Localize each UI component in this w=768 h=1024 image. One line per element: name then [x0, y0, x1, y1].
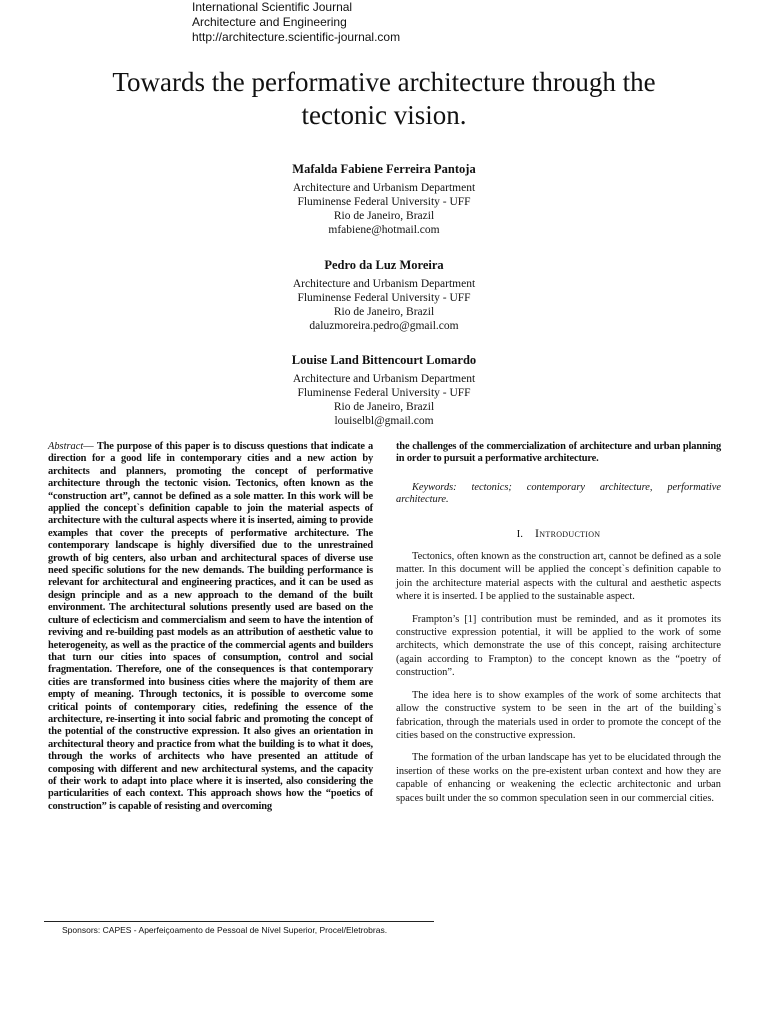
- abstract-dash: —: [83, 441, 97, 452]
- author-department: Architecture and Urbanism Department: [292, 182, 476, 194]
- paper-title: [40, 66, 728, 132]
- author-university: Fluminense Federal University - UFF: [297, 196, 471, 208]
- author-university: Fluminense Federal University - UFF: [297, 387, 471, 399]
- section-title: Introduction: [535, 525, 601, 540]
- footnote: Sponsors: CAPES - Aperfeiçoamento de Pessoal de Nível Superior, Procel/Eletrobras.: [62, 925, 388, 935]
- keywords: Keywords: tectonics; contemporary architecture, performative architecture.: [396, 481, 721, 506]
- section-number: I.: [516, 527, 524, 540]
- author-block-3: [134, 353, 634, 428]
- author-department: Architecture and Urbanism Department: [292, 278, 476, 290]
- intro-paragraph-1: Tectonics, often known as the construction art, cannot be defined as a sole matter. In this document will be applied the concept`s definition capable to join the architecture material aspects with the cultural and aesthetic aspects where it is inserted. I be applied to the sustainable aspect.: [396, 551, 721, 603]
- journal-header: [192, 0, 400, 45]
- author-email: daluzmoreira.pedro@gmail.com: [309, 320, 459, 332]
- author-name: Pedro da Luz Moreira: [324, 258, 444, 272]
- abstract-continuation: the challenges of the commercialization of architecture and urban planning in order to pursuit a performative architecture.: [396, 441, 721, 465]
- author-email: louiselbl@gmail.com: [334, 415, 434, 427]
- abstract-text: The purpose of this paper is to discuss questions that indicate a direction for a good life in contemporary cities and a new action by architects and planners, promoting the concept of performative architecture through the tectonic vision. Tectonics, often known as the “construction art”, cannot be defined as a sole matter. In this work will be applied the concept`s definition capable to join the material aspects of architecture with the cultural aspects where it is inserted, aiming to provide examples that cover the precepts of performative architecture. The contemporary landscape is highly diversified due to the unrestrained growth of big centers, also urban and architectural spaces of diverse use need specific solutions for the new demands. The building performance is relevant for architectural and engineering practices, and it can be used as design principle and as a new approach to the demand of the built environment. The architectural solutions presently used are based on the culture of eclecticism and commercialism and seem to have the intention of reviving and re-building past models as an attribution of aesthetic value to heterogeneity, as well as the practice of the commercial agents and builders that turn our cities into spaces of consumption, control and social fragmentation. Therefore, one of the consequences is that contemporary cities are transformed into business cities where the majority of them are empty of meaning. Through tectonics, it is possible to overcome some critical points of contemporary cities, redefining the essence of the architecture, re-inserting it into social fabric and promoting the concept of the potential of the constructive expression. It also gives an orientation in architectural theory and practice from what the building is to what it does, through the works of architects who have presented an attitude of composing with different and new architectural systems, and the capacity of their work to adapt into place where it is inserted, also considering the particularities of each context. This approach shows how the “poetics of construction” is capable of resisting and overcoming: [48, 441, 373, 812]
- left-column: [48, 441, 373, 813]
- author-block-1: [134, 162, 634, 237]
- author-department: Architecture and Urbanism Department: [292, 373, 476, 385]
- author-name: Mafalda Fabiene Ferreira Pantoja: [292, 162, 476, 176]
- intro-paragraph-2: Frampton’s [1] contribution must be reminded, and as it promotes its constructive expression potential, it will be applied to the work of some architects, which demonstrate the use of this concept, raising architecture (again according to Frampton) to the concept known as the “poetry of construction”.: [396, 613, 721, 679]
- journal-url: http://architecture.scientific-journal.com: [192, 30, 401, 44]
- intro-paragraph-4: The formation of the urban landscape has yet to be elucidated through the insertion of these works on the pre-existent urban context and how they are capable of enhancing or weakening the eclectic architectonic and urban spaces built under the so common speculation seen in our commercial cities.: [396, 752, 721, 804]
- author-name: Louise Land Bittencourt Lomardo: [291, 353, 477, 367]
- footnote-divider: [44, 921, 434, 922]
- journal-name: International Scientific Journal: [192, 0, 353, 14]
- abstract-label: Abstract: [48, 441, 84, 452]
- paper-title-line-1: Towards the performative architecture through the: [112, 67, 656, 97]
- author-city: Rio de Janeiro, Brazil: [333, 401, 435, 413]
- right-column: [396, 441, 721, 814]
- intro-paragraph-3: The idea here is to show examples of the work of some architects that allow the constructive system to be seen in the art of the building`s fabrication, through the materials used in order to promote the concept of the cities based on the constructive expression.: [396, 689, 721, 741]
- journal-subject: Architecture and Engineering: [192, 15, 347, 29]
- author-city: Rio de Janeiro, Brazil: [333, 306, 435, 318]
- paper-title-line-2: tectonic vision.: [301, 100, 467, 130]
- author-block-2: [134, 258, 634, 333]
- author-email: mfabiene@hotmail.com: [328, 224, 440, 236]
- section-heading: [396, 527, 721, 541]
- author-city: Rio de Janeiro, Brazil: [333, 210, 435, 222]
- author-university: Fluminense Federal University - UFF: [297, 292, 471, 304]
